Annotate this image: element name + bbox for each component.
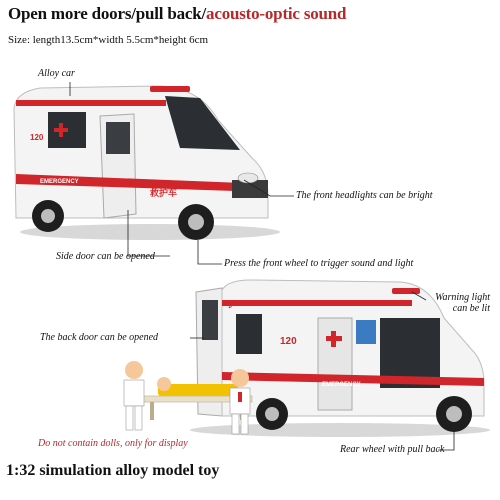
callout-back-door: The back door can be opened [40,332,159,343]
top-ambulance [14,86,280,240]
callout-alloy-car: Alloy car [38,68,75,79]
top-emergency-marking: EMERGENCY [40,179,79,185]
callout-side-door: Side door can be opened [56,251,155,262]
headline-part-2: acousto-optic sound [206,4,347,23]
top-chinese-marking: 救护车 [150,189,178,199]
callout-warning-light: Warning light can be lit [435,292,490,314]
bottom-chinese-marking: 护 [228,300,236,309]
headline-part-1: Open more doors/pull back/ [8,4,207,23]
size-spec: Size: length13.5cm*width 5.5cm*height 6cm [8,34,209,46]
top-number-marking: 120 [30,133,44,142]
front-wheel-leader [198,240,222,264]
callout-front-wheel: Press the front wheel to trigger sound and light [224,258,414,269]
callout-headlights: The front headlights can be bright [296,190,433,201]
callout-rear-wheel: Rear wheel with pull back [340,444,445,455]
callout-dolls-disclaimer: Do not contain dolls, only for display [38,438,188,449]
bottom-number-marking: 120 [280,336,297,347]
footer-caption: 1:32 simulation alloy model toy [6,462,220,479]
bottom-emergency-marking: EMERGENCY [322,382,361,388]
